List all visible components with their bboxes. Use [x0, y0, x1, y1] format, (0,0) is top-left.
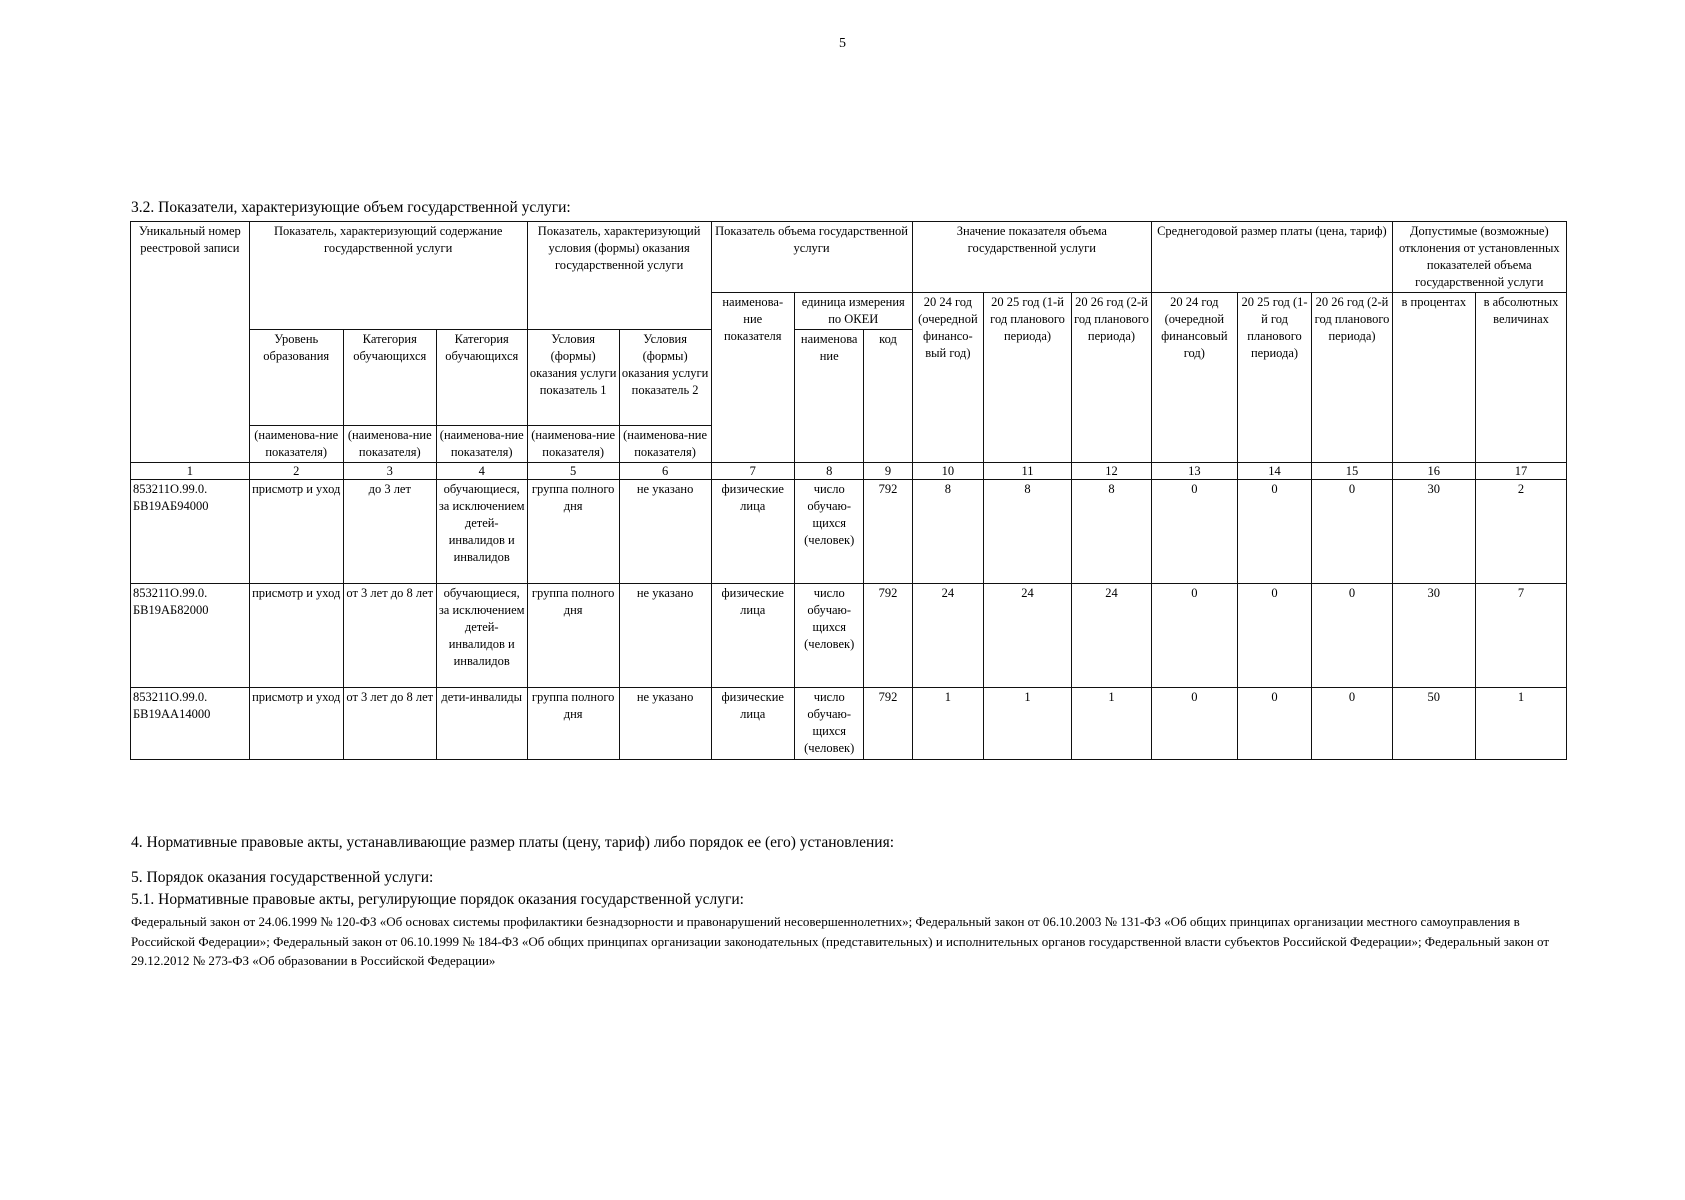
cell-value-2025: 8	[984, 480, 1072, 584]
column-number: 8	[794, 463, 863, 480]
cell-unit-name: число обучаю-щихся (человек)	[794, 688, 863, 760]
header-condition-2: Условия (формы) оказания услуги показатель 2	[619, 330, 711, 426]
table-row	[131, 480, 1567, 584]
cell-deviation-absolute: 2	[1476, 480, 1567, 584]
cell-content: присмотр и уход	[249, 480, 343, 584]
cell-value-2025: 24	[984, 584, 1072, 688]
column-number: 14	[1237, 463, 1312, 480]
cell-content: присмотр и уход	[249, 584, 343, 688]
cell-indicator-name: физические лица	[711, 584, 794, 688]
cell-age: от 3 лет до 8 лет	[343, 688, 436, 760]
cell-age: до 3 лет	[343, 480, 436, 584]
column-number: 12	[1071, 463, 1151, 480]
column-number: 5	[527, 463, 619, 480]
header-year-2024: 20 24 год (очередной финансо-вый год)	[912, 293, 984, 463]
column-number-row	[131, 463, 1567, 480]
header-level: Уровень образования	[249, 330, 343, 426]
column-number: 2	[249, 463, 343, 480]
cell-fee-2026: 0	[1312, 688, 1392, 760]
cell-value-2024: 24	[912, 584, 984, 688]
header-name-hint: (наименова-ние показателя)	[436, 426, 527, 463]
cell-registry-number: 853211О.99.0. БВ19АБ94000	[131, 480, 250, 584]
header-in-percent: в процентах	[1392, 293, 1475, 463]
cell-deviation-absolute: 1	[1476, 688, 1567, 760]
cell-condition-2: не указано	[619, 688, 711, 760]
volume-indicators-table	[130, 221, 1567, 760]
cell-content: присмотр и уход	[249, 688, 343, 760]
cell-condition: группа полного дня	[527, 480, 619, 584]
cell-value-2026: 24	[1071, 584, 1151, 688]
cell-registry-number: 853211О.99.0. БВ19АБ82000	[131, 584, 250, 688]
page-number: 5	[839, 36, 846, 51]
header-condition-1: Условия (формы) оказания услуги показатель 1	[527, 330, 619, 426]
column-number: 6	[619, 463, 711, 480]
cell-condition: группа полного дня	[527, 688, 619, 760]
header-fee-2026: 20 26 год (2-й год планового периода)	[1312, 293, 1392, 463]
cell-fee-2024: 0	[1152, 688, 1238, 760]
cell-deviation-absolute: 7	[1476, 584, 1567, 688]
header-fee-2025: 20 25 год (1-й год планового периода)	[1237, 293, 1312, 463]
cell-fee-2024: 0	[1152, 480, 1238, 584]
cell-condition-2: не указано	[619, 480, 711, 584]
table-row	[131, 584, 1567, 688]
section-heading: 3.2. Показатели, характеризующие объем государственной услуги:	[131, 199, 571, 216]
cell-value-2024: 8	[912, 480, 984, 584]
cell-category: дети-инвалиды	[436, 688, 527, 760]
header-code: код	[864, 330, 912, 463]
cell-condition-2: не указано	[619, 584, 711, 688]
header-content-indicator: Показатель, характеризующий содержание государственной услуги	[249, 222, 527, 330]
header-category-2: Категория обучающихся	[436, 330, 527, 426]
column-number: 1	[131, 463, 250, 480]
cell-fee-2025: 0	[1237, 688, 1312, 760]
header-in-absolute: в абсолютных величинах	[1476, 293, 1567, 463]
cell-value-2026: 1	[1071, 688, 1151, 760]
section-4-heading: 4. Нормативные правовые акты, устанавливающие размер платы (цену, тариф) либо порядок ее (его) установления:	[131, 834, 895, 851]
header-conditions-indicator: Показатель, характеризующий условия (формы) оказания государственной услуги	[527, 222, 711, 330]
header-volume-value: Значение показателя объема государственной услуги	[912, 222, 1152, 293]
cell-unit-code: 792	[864, 480, 912, 584]
header-unique-number: Уникальный номер реестровой записи	[131, 222, 250, 463]
cell-value-2024: 1	[912, 688, 984, 760]
column-number: 11	[984, 463, 1072, 480]
header-unit-name: наименова ние	[794, 330, 863, 463]
cell-fee-2025: 0	[1237, 480, 1312, 584]
cell-value-2026: 8	[1071, 480, 1151, 584]
header-fee-2024: 20 24 год (очередной финансовый год)	[1152, 293, 1238, 463]
cell-fee-2026: 0	[1312, 480, 1392, 584]
cell-condition: группа полного дня	[527, 584, 619, 688]
column-number: 15	[1312, 463, 1392, 480]
header-category-1: Категория обучающихся	[343, 330, 436, 426]
header-name-hint: (наименова-ние показателя)	[619, 426, 711, 463]
header-unit-okei: единица измерения по ОКЕИ	[794, 293, 912, 330]
header-indicator-name: наименова-ние показателя	[711, 293, 794, 463]
cell-category: обучающиеся, за исключением детей-инвалидов и инвалидов	[436, 584, 527, 688]
table-row	[131, 688, 1567, 760]
cell-unit-code: 792	[864, 584, 912, 688]
cell-unit-name: число обучаю-щихся (человек)	[794, 480, 863, 584]
column-number: 4	[436, 463, 527, 480]
cell-fee-2025: 0	[1237, 584, 1312, 688]
cell-deviation-percent: 30	[1392, 480, 1475, 584]
cell-indicator-name: физические лица	[711, 480, 794, 584]
cell-age: от 3 лет до 8 лет	[343, 584, 436, 688]
section-5-1-heading: 5.1. Нормативные правовые акты, регулирующие порядок оказания государственной услуги:	[131, 891, 744, 908]
header-name-hint: (наименова-ние показателя)	[343, 426, 436, 463]
cell-category: обучающиеся, за исключением детей-инвалидов и инвалидов	[436, 480, 527, 584]
column-number: 13	[1152, 463, 1238, 480]
column-number: 16	[1392, 463, 1475, 480]
header-name-hint: (наименова-ние показателя)	[249, 426, 343, 463]
header-year-2025: 20 25 год (1-й год планового периода)	[984, 293, 1072, 463]
header-name-hint: (наименова-ние показателя)	[527, 426, 619, 463]
section-5-heading: 5. Порядок оказания государственной услуги:	[131, 869, 434, 886]
cell-registry-number: 853211О.99.0. БВ19АА14000	[131, 688, 250, 760]
header-deviations: Допустимые (возможные) отклонения от установленных показателей объема государственной услуги	[1392, 222, 1566, 293]
header-volume-indicator: Показатель объема государственной услуги	[711, 222, 912, 293]
cell-value-2025: 1	[984, 688, 1072, 760]
column-number: 9	[864, 463, 912, 480]
column-number: 17	[1476, 463, 1567, 480]
cell-deviation-percent: 30	[1392, 584, 1475, 688]
cell-indicator-name: физические лица	[711, 688, 794, 760]
cell-deviation-percent: 50	[1392, 688, 1475, 760]
column-number: 3	[343, 463, 436, 480]
cell-fee-2026: 0	[1312, 584, 1392, 688]
column-number: 7	[711, 463, 794, 480]
column-number: 10	[912, 463, 984, 480]
cell-unit-name: число обучаю-щихся (человек)	[794, 584, 863, 688]
cell-unit-code: 792	[864, 688, 912, 760]
cell-fee-2024: 0	[1152, 584, 1238, 688]
header-avg-fee: Среднегодовой размер платы (цена, тариф)	[1152, 222, 1393, 293]
header-year-2026: 20 26 год (2-й год планового периода)	[1071, 293, 1151, 463]
laws-paragraph: Федеральный закон от 24.06.1999 № 120-ФЗ «Об основах системы профилактики безнадзорности и правонарушений несовершеннолетних»; Федеральный закон от 06.10.2003 № 131-ФЗ «Об общих принципах организации местного самоуправления в Российской Федерации»; Федеральный закон от 06.10.1999 № 184-ФЗ «Об общих принципах организации законодательных (представительных) и исполнительных органов государственной власти субъектов Российской Федерации»; Федеральный закон от 29.12.2012 № 273-ФЗ «Об образовании в Российской Федерации»	[131, 914, 1550, 968]
